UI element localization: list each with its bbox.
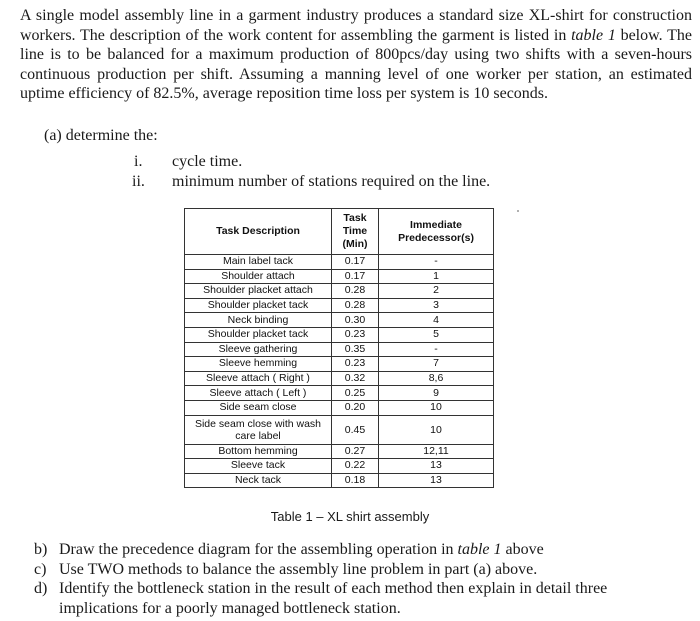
table-row bbox=[185, 400, 494, 415]
table-row bbox=[185, 444, 494, 459]
task-time-cell: 0.17 bbox=[332, 255, 379, 270]
predecessor-cell: 5 bbox=[379, 327, 494, 342]
task-time-cell: 0.28 bbox=[332, 298, 379, 313]
task-description-cell: Sleeve attach ( Right ) bbox=[185, 371, 332, 386]
task-time-cell: 0.20 bbox=[332, 400, 379, 415]
table-caption: Table 1 – XL shirt assembly bbox=[270, 509, 430, 524]
table-body bbox=[185, 255, 494, 488]
task-description-cell: Side seam close bbox=[185, 400, 332, 415]
task-time-cell: 0.45 bbox=[332, 415, 379, 444]
table-row bbox=[185, 342, 494, 357]
table-row bbox=[185, 473, 494, 488]
question-label: b) bbox=[34, 541, 48, 558]
item-text: cycle time. bbox=[172, 153, 243, 170]
question-table-ref: table 1 bbox=[457, 541, 502, 558]
predecessor-cell: - bbox=[379, 342, 494, 357]
part-a-label: (a) determine the: bbox=[44, 127, 158, 144]
intro-text-2: below. The line is to be balanced for a maximum production of 800pcs/day using two shifts with a seven-hours continuous production per shift. Assuming a manning level of one worker per station, an estimated uptime efficiency of 82.5%, average reposition time loss per system is 10 seconds. bbox=[20, 26, 692, 102]
question-text: Identify the bottleneck station in the result of each method then explain in detail three implications for a poorly managed bottleneck station. bbox=[59, 580, 608, 617]
task-description-cell: Side seam close with wash care label bbox=[185, 415, 332, 444]
table-row bbox=[185, 386, 494, 401]
header-task-description: Task Description bbox=[185, 209, 332, 255]
problem-statement bbox=[20, 6, 692, 104]
task-description-cell: Bottom hemming bbox=[185, 444, 332, 459]
predecessor-cell: 13 bbox=[379, 473, 494, 488]
task-description-cell: Shoulder placket tack bbox=[185, 327, 332, 342]
task-time-cell: 0.22 bbox=[332, 459, 379, 474]
predecessor-cell: 10 bbox=[379, 400, 494, 415]
task-description-cell: Shoulder attach bbox=[185, 269, 332, 284]
task-description-cell: Sleeve attach ( Left ) bbox=[185, 386, 332, 401]
table-row bbox=[185, 327, 494, 342]
task-description-cell: Shoulder placket attach bbox=[185, 284, 332, 299]
header-task-time: Task Time (Min) bbox=[332, 209, 379, 255]
table-row bbox=[185, 415, 494, 444]
task-time-cell: 0.35 bbox=[332, 342, 379, 357]
table-row bbox=[185, 313, 494, 328]
table-row bbox=[185, 255, 494, 270]
task-time-cell: 0.18 bbox=[332, 473, 379, 488]
predecessor-cell: 7 bbox=[379, 357, 494, 372]
question-c bbox=[34, 560, 684, 580]
task-description-cell: Sleeve hemming bbox=[185, 357, 332, 372]
task-description-cell: Shoulder placket tack bbox=[185, 298, 332, 313]
item-text: minimum number of stations required on the line. bbox=[172, 173, 491, 190]
task-description-cell: Neck binding bbox=[185, 313, 332, 328]
task-description-cell: Main label tack bbox=[185, 255, 332, 270]
task-description-cell: Sleeve gathering bbox=[185, 342, 332, 357]
task-time-cell: 0.30 bbox=[332, 313, 379, 328]
question-list bbox=[34, 540, 684, 618]
predecessor-cell: 2 bbox=[379, 284, 494, 299]
task-description-cell: Neck tack bbox=[185, 473, 332, 488]
table-header-row bbox=[185, 209, 494, 255]
header-predecessors: Immediate Predecessor(s) bbox=[379, 209, 494, 255]
question-label: c) bbox=[34, 560, 47, 578]
predecessor-cell: 12,11 bbox=[379, 444, 494, 459]
item-number: ii. bbox=[132, 173, 145, 190]
task-description-cell: Sleeve tack bbox=[185, 459, 332, 474]
table-row bbox=[185, 269, 494, 284]
task-time-cell: 0.28 bbox=[332, 284, 379, 299]
task-time-cell: 0.23 bbox=[332, 357, 379, 372]
question-d bbox=[34, 579, 684, 618]
intro-table-ref: table 1 bbox=[571, 26, 616, 44]
table-row bbox=[185, 459, 494, 474]
table-row bbox=[185, 298, 494, 313]
question-b bbox=[34, 540, 684, 560]
intro-text-1: A single model assembly line in a garment industry produces a standard size XL-shirt for construction workers. The description of the work content for assembling the garment is listed in bbox=[20, 7, 692, 44]
predecessor-cell: 9 bbox=[379, 386, 494, 401]
predecessor-cell: 3 bbox=[379, 298, 494, 313]
predecessor-cell: 13 bbox=[379, 459, 494, 474]
item-number: i. bbox=[134, 153, 143, 170]
predecessor-cell: - bbox=[379, 255, 494, 270]
predecessor-cell: 1 bbox=[379, 269, 494, 284]
task-time-cell: 0.27 bbox=[332, 444, 379, 459]
stray-dot bbox=[517, 210, 519, 212]
predecessor-cell: 8,6 bbox=[379, 371, 494, 386]
question-text: Draw the precedence diagram for the assembling operation in bbox=[59, 541, 458, 558]
task-table bbox=[184, 208, 494, 488]
predecessor-cell: 10 bbox=[379, 415, 494, 444]
table-row bbox=[185, 357, 494, 372]
predecessor-cell: 4 bbox=[379, 313, 494, 328]
task-time-cell: 0.23 bbox=[332, 327, 379, 342]
question-label: d) bbox=[34, 580, 48, 597]
question-text-end: above bbox=[501, 541, 544, 558]
question-text: Use TWO methods to balance the assembly line problem in part (a) above. bbox=[59, 560, 538, 578]
task-time-cell: 0.32 bbox=[332, 371, 379, 386]
table-row bbox=[185, 284, 494, 299]
table-row bbox=[185, 371, 494, 386]
task-time-cell: 0.25 bbox=[332, 386, 379, 401]
task-time-cell: 0.17 bbox=[332, 269, 379, 284]
